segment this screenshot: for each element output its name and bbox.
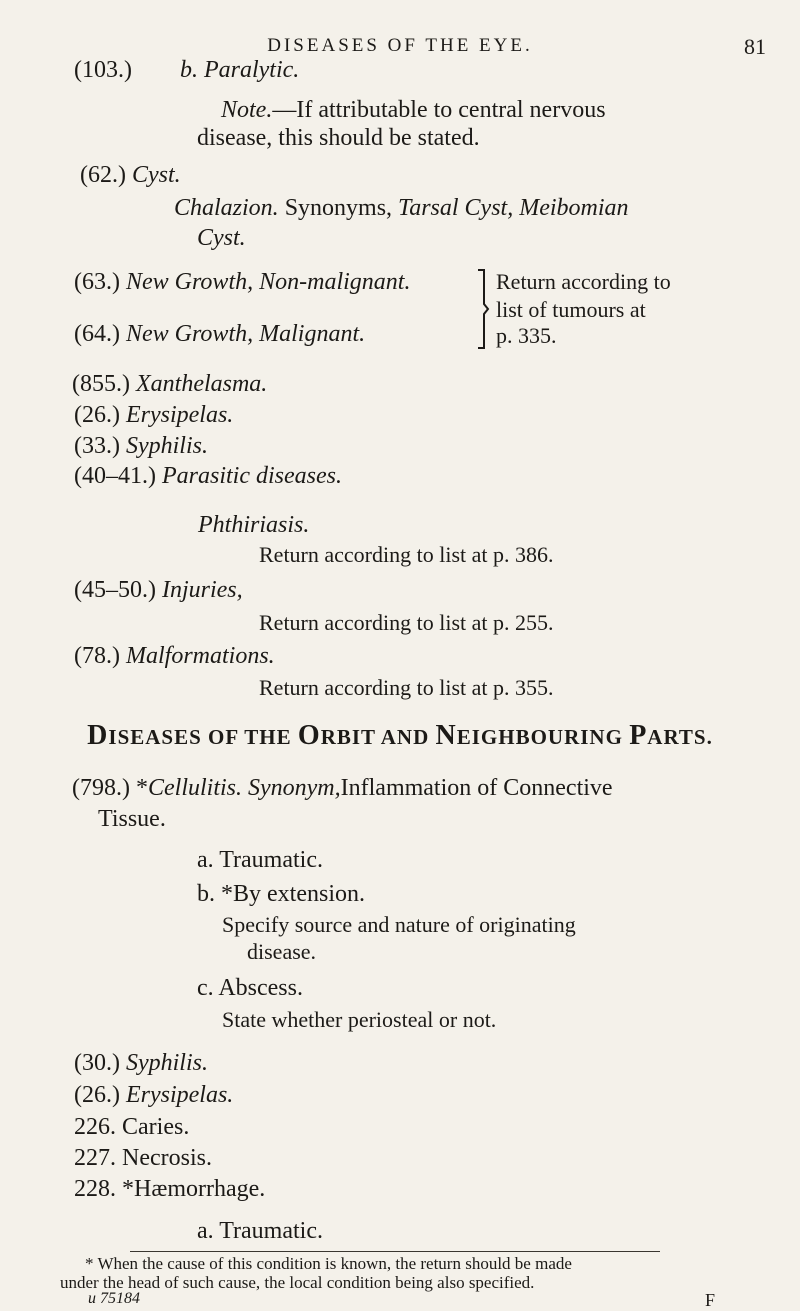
heading-small: ARTS. — [647, 725, 713, 749]
entry-code: (63.) — [74, 269, 120, 295]
chalazion-title: Chalazion. — [174, 195, 279, 221]
haemorrhage-traumatic: a. Traumatic. — [197, 1218, 323, 1244]
entry-title: Syphilis. — [125, 433, 208, 459]
heading-cap: O — [297, 720, 321, 751]
phthiriasis-return: Return according to list at p. 386. — [259, 542, 554, 567]
heading-small: RBIT AND — [320, 725, 436, 749]
entry-title: Parasitic diseases. — [161, 463, 342, 489]
sub-extension: b. *By extension. — [197, 881, 365, 907]
section-heading — [0, 722, 800, 750]
entry-orbit-syphilis — [74, 1051, 208, 1075]
synonyms-label: Synonyms, — [278, 195, 399, 221]
entry-code: (30.) — [74, 1050, 120, 1076]
entry-syphilis — [74, 434, 208, 458]
heading-small: ISEASES OF THE — [108, 725, 298, 749]
brace-note-1: Return according to — [496, 269, 671, 294]
entry-erysipelas — [74, 403, 233, 427]
heading-cap: P — [629, 720, 648, 751]
entry-title: Malformations. — [125, 643, 275, 669]
entry-cellulitis — [72, 776, 613, 800]
paralytic-note-cont: disease, this should be stated. — [197, 125, 480, 151]
chalazion-cont: Cyst. — [197, 225, 246, 251]
entry-malformations — [74, 644, 275, 668]
entry-code: (45–50.) — [74, 577, 156, 603]
running-title: DISEASES OF THE EYE. — [267, 35, 533, 56]
note-text: —If attributable to central nervous — [272, 97, 606, 123]
abscess-note: State whether periosteal or not. — [222, 1007, 497, 1032]
brace-icon — [476, 268, 490, 350]
heading-small: EIGHBOURING — [456, 725, 630, 749]
footnote-line-1: * When the cause of this condition is known, the return should be made — [85, 1254, 572, 1273]
entry-injuries — [74, 578, 243, 602]
entry-haemorrhage: 228. *Hæmorrhage. — [74, 1176, 266, 1202]
brace-note-2: list of tumours at — [496, 297, 646, 322]
sub-traumatic: a. Traumatic. — [197, 847, 323, 873]
entry-code: (26.) — [74, 1082, 120, 1108]
entry-parasitic — [74, 464, 342, 488]
printer-signature: u 75184 — [88, 1290, 140, 1307]
entry-code: (64.) — [74, 321, 120, 347]
entry-code: (33.) — [74, 433, 120, 459]
phthiriasis: Phthiriasis. — [198, 512, 310, 538]
synonym-label: Synonym, — [242, 775, 341, 801]
entry-title: New Growth, Non-malignant. — [125, 269, 411, 295]
entry-title: Cellulitis. — [147, 775, 242, 801]
entry-cyst — [80, 163, 181, 187]
entry-code: (103.) — [74, 57, 132, 83]
entry-new-growth-benign — [74, 270, 410, 294]
note-label: Note. — [221, 97, 273, 123]
signature-mark: F — [705, 1290, 716, 1310]
footnote-line-2: under the head of such cause, the local condition being also specified. — [60, 1273, 535, 1292]
entry-orbit-erysipelas — [74, 1083, 233, 1107]
entry-code: (26.) — [74, 402, 120, 428]
malformations-return: Return according to list at p. 355. — [259, 675, 554, 700]
entry-code: (855.) — [72, 371, 130, 397]
entry-title: New Growth, Malignant. — [125, 321, 366, 347]
entry-code: (40–41.) — [74, 463, 156, 489]
cellulitis-cont: Tissue. — [98, 806, 166, 832]
entry-title: Xanthelasma. — [135, 371, 268, 397]
entry-new-growth-malignant — [74, 322, 365, 346]
heading-cap: N — [435, 720, 457, 751]
injuries-return: Return according to list at p. 255. — [259, 610, 554, 635]
synonyms-list: Tarsal Cyst, Meibomian — [398, 195, 629, 221]
entry-title: b. Paralytic. — [179, 57, 300, 83]
entry-necrosis: 227. Necrosis. — [74, 1145, 212, 1171]
entry-code: (798.) — [72, 775, 130, 801]
page-number: 81 — [744, 34, 766, 59]
entry-xanthelasma — [72, 372, 267, 396]
entry-caries: 226. Caries. — [74, 1114, 190, 1140]
synonym-text: Inflammation of Connective — [340, 775, 613, 801]
entry-paralytic — [74, 58, 299, 82]
entry-code: (78.) — [74, 643, 120, 669]
footnote-rule — [130, 1251, 660, 1252]
entry-title: Cyst. — [131, 162, 181, 188]
entry-code: (62.) — [80, 162, 126, 188]
heading-cap: D — [87, 720, 109, 751]
extension-note: Specify source and nature of originating — [222, 912, 576, 937]
paralytic-note — [221, 98, 606, 122]
entry-title: Erysipelas. — [125, 1082, 234, 1108]
extension-note-cont: disease. — [247, 939, 317, 964]
chalazion-line — [174, 196, 629, 220]
entry-title: Syphilis. — [125, 1050, 208, 1076]
footnote-mark: * — [129, 775, 148, 801]
entry-title: Injuries, — [161, 577, 243, 603]
entry-title: Erysipelas. — [125, 402, 234, 428]
brace-note-3: p. 335. — [496, 323, 557, 348]
sub-abscess: c. Abscess. — [197, 975, 303, 1001]
